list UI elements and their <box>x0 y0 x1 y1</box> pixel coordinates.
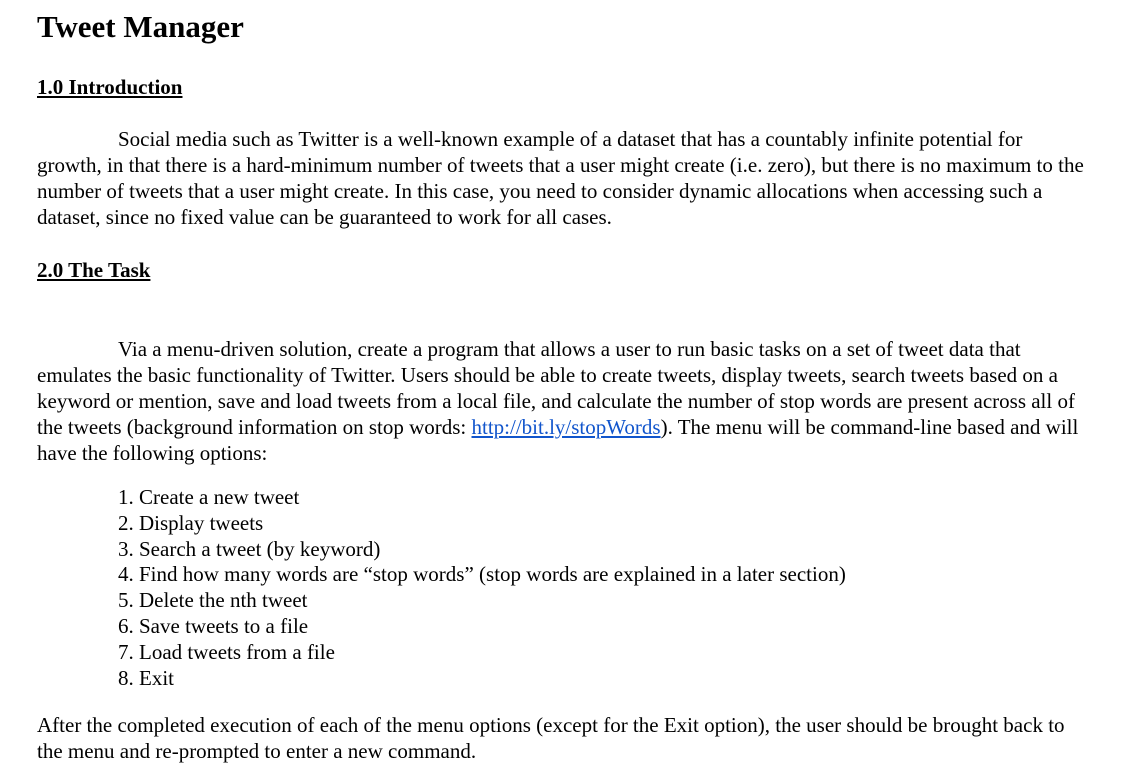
menu-option-create-tweet: 1. Create a new tweet <box>118 485 300 509</box>
menu-option-stop-words: 4. Find how many words are “stop words” (stop words are explained in a later section) <box>118 562 846 587</box>
menu-option-delete-tweet: 5. Delete the nth tweet <box>118 588 308 613</box>
document-title: Tweet Manager <box>37 9 244 44</box>
menu-option-display-tweets: 2. Display tweets <box>118 510 264 535</box>
menu-option-load-tweets: 7. Load tweets from a file <box>118 639 335 664</box>
menu-option-save-tweets: 6. Save tweets to a file <box>118 613 309 638</box>
menu-option-exit: 8. Exit <box>118 665 174 690</box>
introduction-paragraph: Social media such as Twitter is a well-known example of a dataset that has a countably infinite potential for growth, in that there is a hard-minimum number of tweets that a user might create (i.e. zero), but there is no maximum to the number of tweets that a user might create. In this case, you need to consider dynamic allocations when accessing such a dataset, since no fixed value can be guaranteed to work for all cases. <box>37 127 1084 229</box>
introduction-heading: 1.0 Introduction <box>37 75 183 99</box>
stop-words-link[interactable]: http://bit.ly/stopWords <box>471 415 661 439</box>
task-paragraph-text-before-link: Via a menu-driven solution, create a program that allows a user to run basic tasks on a set of tweet data that emulates the basic functionality of Twitter. Users should be able to create tweets, display tweets, search tweets based on a keyword or mention, save and load tweets from a local file, and calculate the number of stop words are present across all of the tweets (background information on stop words: <box>37 337 1075 439</box>
closing-paragraph: After the completed execution of each of the menu options (except for the Exit option), the user should be brought back to the menu and re-prompted to enter a new command. <box>37 713 1065 764</box>
task-paragraph <box>37 336 1088 466</box>
menu-options-list <box>118 485 1088 691</box>
menu-option-search-tweet: 3. Search a tweet (by keyword) <box>118 536 381 561</box>
task-heading: 2.0 The Task <box>37 258 151 282</box>
task-paragraph-text-after-link: ). The menu will be command-line based and will have the following options: <box>37 415 1079 465</box>
